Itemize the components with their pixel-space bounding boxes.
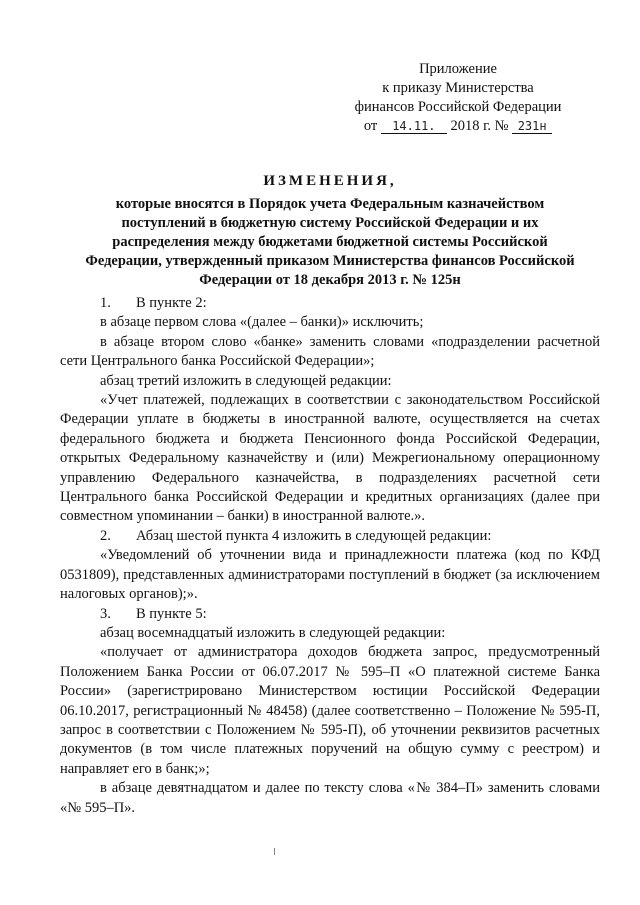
paragraph: в абзаце втором слово «банке» заменить словами «подразделении расчетной сети Центрального банка Российской Федерации»; <box>60 333 600 370</box>
appendix-label: Приложение <box>419 61 497 77</box>
handwritten-date: 14.11. <box>381 119 447 134</box>
item-1 <box>60 294 600 313</box>
order-date-number <box>340 117 576 136</box>
paragraph: абзац восемнадцатый изложить в следующей редакции: <box>100 624 446 641</box>
paragraph: «Учет платежей, подлежащих в соответствии с законодательством Российской Федерации уплате в бюджеты в иностранной валюте, осуществляется на счетах федерального бюджета и бюджета Пенсионного фонда Российской Федерации, открытых Федеральному казначейству и (или) Межрегиональному операционному управлению Федерального казначейства, в подразделениях расчетной сети Центрального банка Российской Федерации и кредитных организациях (далее при совместном упоминании – банки) в иностранной валюте.». <box>60 392 600 525</box>
document-title <box>60 172 600 290</box>
title-line: которые вносятся в Порядок учета Федеральным казначейством <box>115 196 545 212</box>
title-line: Федерации, утвержденный приказом Министерства финансов Российской <box>85 253 575 269</box>
title-line: поступлений в бюджетную систему Российской Федерации и их <box>121 215 539 231</box>
title-heading: ИЗМЕНЕНИЯ, <box>263 173 397 189</box>
title-line: Федерации от 18 декабря 2013 г. № 125н <box>199 272 461 288</box>
handwritten-number: 231н <box>512 119 552 134</box>
item-text: Абзац шестой пункта 4 изложить в следующей редакции: <box>136 527 492 544</box>
item-text: В пункте 2: <box>136 295 207 311</box>
paragraph: абзац третий изложить в следующей редакции: <box>100 372 392 389</box>
item-3 <box>60 605 600 624</box>
item-number: 2. <box>100 527 111 544</box>
ministry-name: финансов Российской Федерации <box>354 99 562 115</box>
date-prefix: от <box>363 118 378 134</box>
paragraph: «Уведомлений об уточнении вида и принадлежности платежа (код по КФД 0531809), представленных администраторами поступлений в бюджет (за исключением налоговых органов);». <box>60 547 600 603</box>
item-2 <box>60 527 600 546</box>
paragraph: в абзаце первом слова «(далее – банки)» исключить; <box>100 314 424 331</box>
paragraph: «получает от администратора доходов бюджета запрос, предусмотренный Положением Банка России от 06.07.2017 № 595–П «О платежной системе Банка России» (зарегистрировано Министерством юстиции Российской Федерации 06.10.2017, регистрационный № 48458) (далее соответственно – Положение № 595-П, запрос в соответствии с Положением № 595-П), об уточнении реквизитов расчетных документов (в том числе платежных поручений на общую сумму с реестром) и направляет его в банк;»; <box>60 644 600 777</box>
appendix-header <box>340 60 576 136</box>
document-body <box>60 294 600 818</box>
order-reference: к приказу Министерства <box>382 80 534 96</box>
year-text: 2018 г. № <box>450 118 509 134</box>
item-text: В пункте 5: <box>136 605 207 622</box>
paragraph: в абзаце девятнадцатом и далее по тексту слова «№ 384–П» заменить словами «№ 595–П». <box>60 780 600 816</box>
title-line: распределения между бюджетами бюджетной системы Российской <box>112 234 548 250</box>
item-number: 1. <box>100 295 111 311</box>
scan-mark <box>274 848 275 855</box>
item-number: 3. <box>100 605 111 622</box>
